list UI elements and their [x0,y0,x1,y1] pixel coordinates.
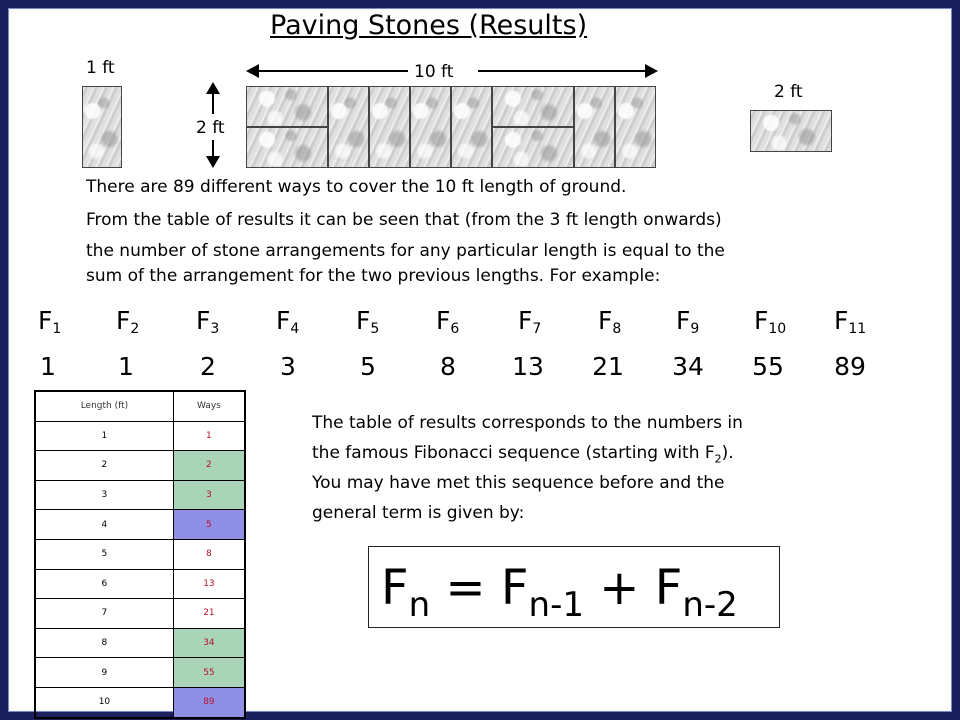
table-row [35,510,245,540]
fib-value-4: 3 [280,352,296,381]
fib-label-3: $F_3$ [196,306,220,337]
small-stone-width-label: 1 ft [86,58,115,78]
table-row [35,569,245,599]
ways-cell: 55 [173,658,245,688]
fib-label-8: $F_8$ [598,306,622,337]
stone-vertical-5 [574,86,615,168]
fib-explanation-line-2: the famous Fibonacci sequence (starting with $F_2$). [312,443,734,466]
stone-vertical-2 [369,86,410,168]
fib-label-7: $F_7$ [518,306,542,337]
height-arrowheads [204,82,222,168]
fib-label-6: $F_6$ [436,306,460,337]
fib-value-10: 55 [752,352,784,381]
fib-label-10: $F_{10}$ [754,306,787,337]
length-cell: 2 [35,451,173,481]
stone-vertical-3 [410,86,451,168]
stone-horizontal-top-2 [492,86,574,127]
stone-vertical-1 [328,86,369,168]
length-cell: 10 [35,687,173,717]
table-row [35,451,245,481]
ways-cell: 8 [173,539,245,569]
result-sentence: There are 89 different ways to cover the 10 ft length of ground. [86,177,627,197]
table-row [35,628,245,658]
fib-explanation-line-3: You may have met this sequence before and the [312,473,725,493]
fib-label-1: $F_1$ [38,306,62,337]
table-row [35,599,245,629]
fib-value-5: 5 [360,352,376,381]
fib-value-3: 2 [200,352,216,381]
explanation-line-2: the number of stone arrangements for any particular length is equal to the [86,241,725,261]
single-stone-1x2 [82,86,122,168]
explanation-line-3: sum of the arrangement for the two previous lengths. For example: [86,266,661,286]
header-ways: Ways [173,391,245,421]
ways-cell: 34 [173,628,245,658]
length-cell: 5 [35,539,173,569]
fib-value-9: 34 [672,352,704,381]
table-row [35,421,245,451]
ways-cell: 13 [173,569,245,599]
ways-cell: 3 [173,480,245,510]
ways-cell: 5 [173,510,245,540]
stone-horizontal-top-1 [246,86,328,127]
length-cell: 8 [35,628,173,658]
ways-cell: 2 [173,451,245,481]
table-row [35,687,245,717]
fib-value-6: 8 [440,352,456,381]
fib-label-4: $F_4$ [276,306,300,337]
fib-value-2: 1 [118,352,134,381]
fib-value-1: 1 [40,352,56,381]
fib-explanation-line-1: The table of results corresponds to the numbers in [312,413,743,433]
height-label: 2 ft [196,118,225,138]
table-row [35,480,245,510]
results-table [34,390,246,719]
table-header-row [35,391,245,421]
fib-value-11: 89 [834,352,866,381]
fib-explanation-line-4: general term is given by: [312,503,525,523]
fib-value-7: 13 [512,352,544,381]
ways-cell: 89 [173,687,245,717]
stone-horizontal-bottom-1 [246,127,328,168]
ways-cell: 1 [173,421,245,451]
length-cell: 4 [35,510,173,540]
stone-vertical-4 [451,86,492,168]
results-table-body [35,421,245,717]
table-row [35,658,245,688]
length-arrowheads [246,63,658,79]
fib-value-8: 21 [592,352,624,381]
table-row [35,539,245,569]
length-cell: 1 [35,421,173,451]
large-stone-width-label: 2 ft [774,82,803,102]
header-length: Length (ft) [35,391,173,421]
general-term-formula: $F_n = F_{n-1} + F_{n-2}$ [368,546,780,628]
stone-vertical-6 [615,86,656,168]
explanation-line-1: From the table of results it can be seen that (from the 3 ft length onwards) [86,210,722,230]
fib-label-5: $F_5$ [356,306,380,337]
fib-label-9: $F_9$ [676,306,700,337]
single-stone-2x1 [750,110,832,152]
fib-label-2: $F_2$ [116,306,140,337]
length-cell: 7 [35,599,173,629]
fib-label-11: $F_{11}$ [834,306,867,337]
ways-cell: 21 [173,599,245,629]
length-label: 10 ft [414,62,454,82]
page-title: Paving Stones (Results) [270,10,588,41]
length-cell: 6 [35,569,173,599]
stone-horizontal-bottom-2 [492,127,574,168]
length-cell: 3 [35,480,173,510]
length-cell: 9 [35,658,173,688]
